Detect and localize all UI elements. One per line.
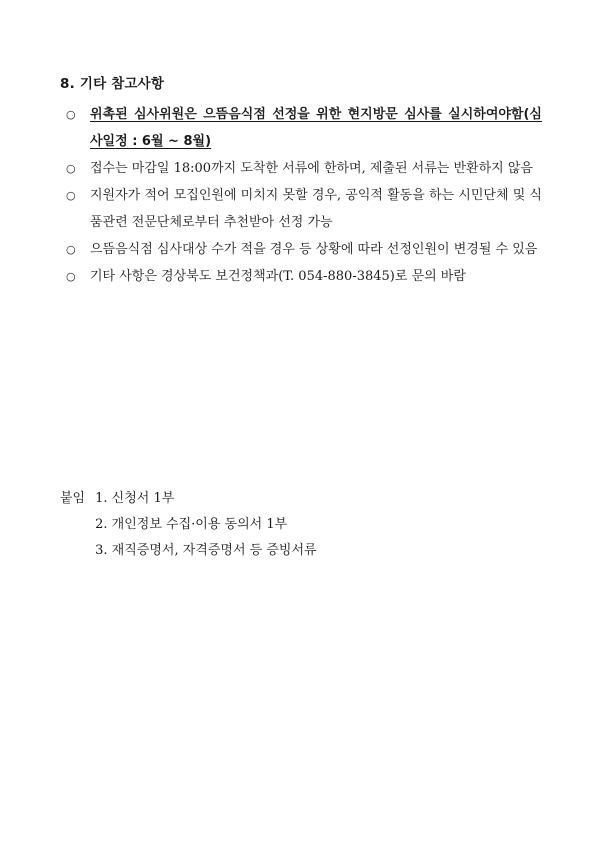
- notes-list: [62, 101, 542, 290]
- bullet-circle-icon: ○: [66, 189, 76, 202]
- attachment-item: 3. 재직증명서, 자격증명서 등 증빙서류: [95, 543, 317, 558]
- attachment-row: [60, 538, 317, 564]
- note-text: 지원자가 적어 모집인원에 미치지 못할 경우, 공익적 활동을 하는 시민단체 및 식품관련 전문단체로부터 추천받아 선정 가능: [90, 188, 542, 230]
- note-item-review-visit: [62, 101, 542, 155]
- bullet-circle-icon: ○: [66, 162, 76, 175]
- note-text: 기타 사항은 경상북도 보건정책과(T. 054-880-3845)로 문의 바람: [90, 269, 466, 284]
- attachment-item: 1. 신청서 1부: [95, 491, 175, 506]
- note-text: 으뜸음식점 심사대상 수가 적을 경우 등 상황에 따라 선정인원이 변경될 수 있음: [90, 242, 538, 257]
- attachments-block: [60, 486, 317, 564]
- attachment-row: [60, 486, 317, 512]
- note-item-recommendation: [62, 182, 542, 236]
- note-text: 위촉된 심사위원은 으뜸음식점 선정을 위한 현지방문 심사를 실시하여야함(심사일정 : 6월 ~ 8월): [90, 107, 542, 149]
- bullet-circle-icon: ○: [66, 270, 76, 283]
- note-item-contact: [62, 263, 542, 290]
- section-title: 8. 기타 참고사항: [60, 76, 165, 92]
- note-item-selection-change: [62, 236, 542, 263]
- bullet-circle-icon: ○: [66, 108, 76, 121]
- bullet-circle-icon: ○: [66, 243, 76, 256]
- attachment-row: [60, 512, 317, 538]
- attachments-label: 붙임: [60, 491, 86, 506]
- note-text: 접수는 마감일 18:00까지 도착한 서류에 한하며, 제출된 서류는 반환하지 않음: [90, 161, 533, 176]
- note-item-submission-deadline: [62, 155, 542, 182]
- attachment-item: 2. 개인정보 수집·이용 동의서 1부: [95, 517, 288, 532]
